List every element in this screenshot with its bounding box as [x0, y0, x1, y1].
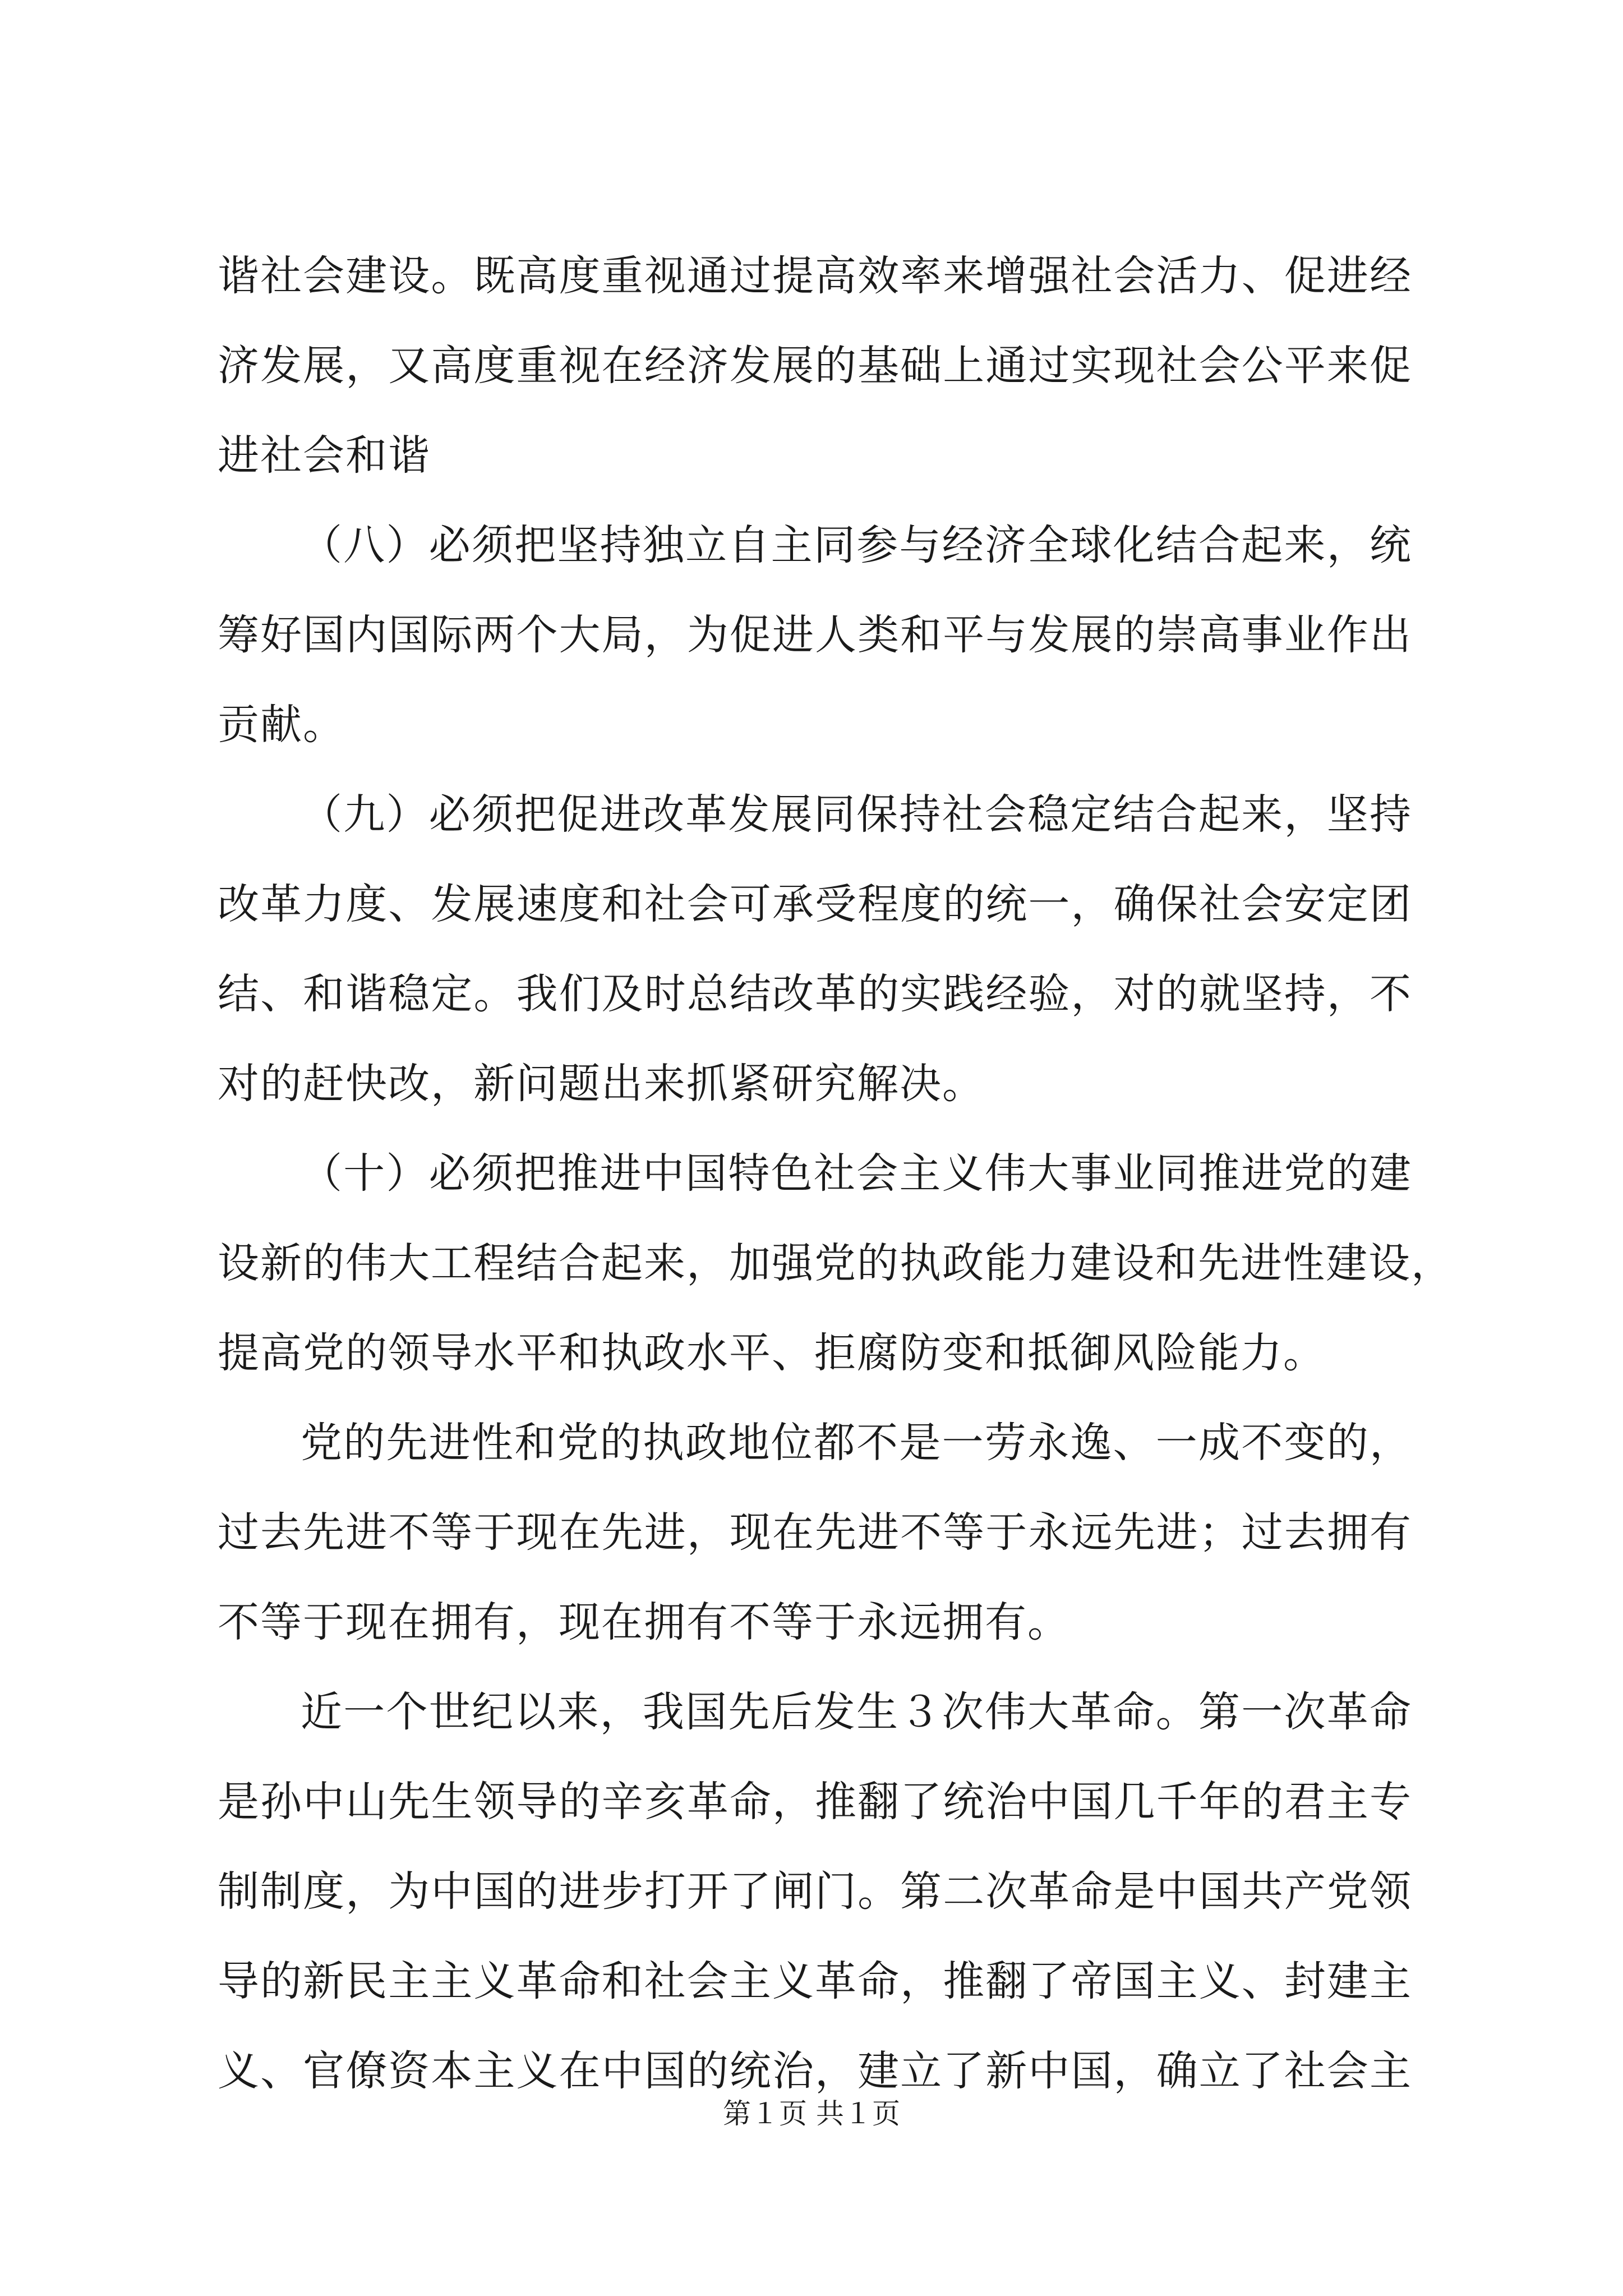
text-line: 贡献。 — [218, 701, 345, 749]
text-line: 是孙中山先生领导的辛亥革命，推翻了统治中国几千年的君主专 — [218, 1778, 1412, 1826]
text-line: 对的赶快改，新问题出来抓紧研究解决。 — [218, 1060, 985, 1108]
text-line: 导的新民主主义革命和社会主义革命，推翻了帝国主义、封建主 — [218, 1957, 1412, 2005]
text-line: 筹好国内国际两个大局，为促进人类和平与发展的崇高事业作出 — [218, 611, 1412, 659]
text-line: （九）必须把促进改革发展同保持社会稳定结合起来，坚持 — [301, 790, 1412, 839]
text-line: 结、和谐稳定。我们及时总结改革的实践经验，对的就坚持，不 — [218, 970, 1412, 1018]
text-line: 改革力度、发展速度和社会可承受程度的统一，确保社会安定团 — [218, 880, 1412, 928]
text-line: 济发展，又高度重视在经济发展的基础上通过实现社会公平来促 — [218, 342, 1412, 390]
text-line: （八）必须把坚持独立自主同参与经济全球化结合起来，统 — [301, 521, 1412, 569]
page-footer — [0, 2097, 1623, 2130]
text-line: 提高党的领导水平和执政水平、拒腐防变和抵御风险能力。 — [218, 1329, 1326, 1377]
text-line: 党的先进性和党的执政地位都不是一劳永逸、一成不变的， — [301, 1419, 1412, 1467]
text-line: 过去先进不等于现在先进，现在先进不等于永远先进；过去拥有 — [218, 1508, 1412, 1557]
text-line: 谐社会建设。既高度重视通过提高效率来增强社会活力、促进经 — [218, 252, 1412, 300]
text-line: （十）必须把推进中国特色社会主义伟大事业同推进党的建 — [301, 1149, 1412, 1198]
text-line: 进社会和谐 — [218, 431, 431, 480]
text-line: 义、官僚资本主义在中国的统治，建立了新中国，确立了社会主 — [218, 2047, 1412, 2095]
document-body — [218, 252, 1454, 2140]
text-line: 设新的伟大工程结合起来，加强党的执政能力建设和先进性建设， — [218, 1239, 1454, 1287]
text-line: 不等于现在拥有，现在拥有不等于永远拥有。 — [218, 1598, 1070, 1646]
page-number: 第１页 共１页 — [723, 2097, 900, 2130]
text-line: 制制度，为中国的进步打开了闸门。第二次革命是中国共产党领 — [218, 1867, 1412, 1916]
text-line: 近一个世纪以来，我国先后发生３次伟大革命。第一次革命 — [301, 1688, 1412, 1736]
